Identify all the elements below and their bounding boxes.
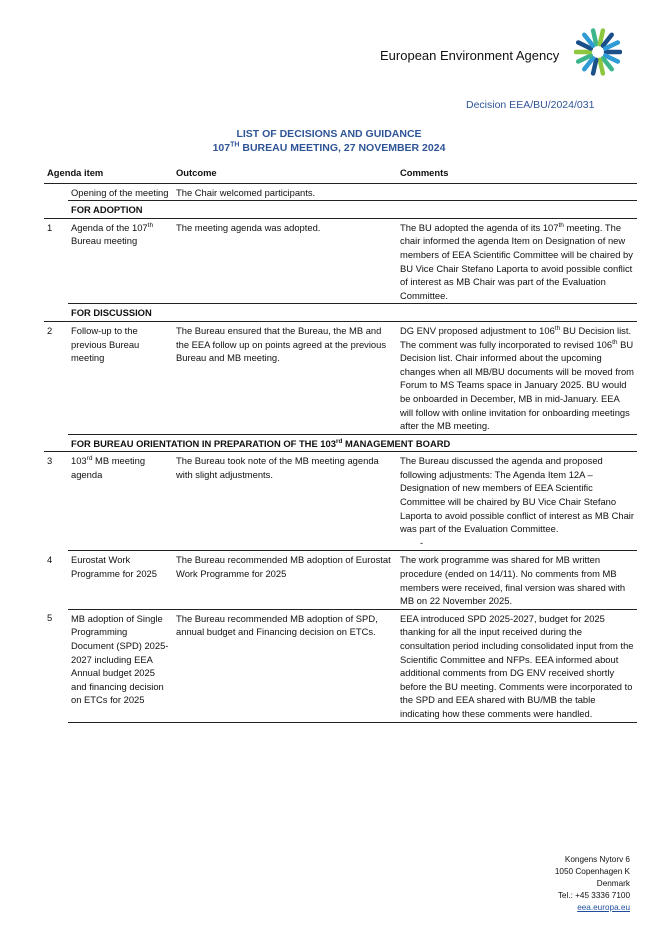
logo-center (593, 47, 603, 57)
outcome: The meeting agenda was adopted. (173, 218, 397, 304)
address-block (555, 854, 630, 914)
section-row-discussion (44, 304, 637, 322)
address-street: Kongens Nytorv 6 (564, 855, 630, 864)
outcome: The Bureau recommended MB adoption of SPD, annual budget and Financing decision on ETCs. (173, 609, 397, 722)
section-row-adoption (44, 201, 637, 219)
table-row-4 (44, 551, 637, 609)
row-number: 3 (44, 452, 68, 551)
outcome: The Bureau took note of the MB meeting agenda with slight adjustments. (173, 452, 397, 551)
row-number: 2 (44, 321, 68, 434)
title-line-1: LIST OF DECISIONS AND GUIDANCE (236, 128, 422, 140)
table-row-1 (44, 218, 637, 304)
logo-ray (593, 60, 596, 74)
table-row-2 (44, 321, 637, 434)
agency-name: European Environment Agency (380, 48, 560, 63)
comments: The Bureau discussed the agenda and proposed following adjustments: The Agenda Item 12A – Designation of new members of EEA Scientific Committee will be chaired by BU Vice Chair Stefano Laporta to avoid possible conflict of interest as MB Chair was part of the Evaluation Committee. - (397, 452, 637, 551)
table-row-5 (44, 609, 637, 722)
list-dash: - (420, 536, 424, 548)
table-header-row (44, 163, 637, 183)
comments (397, 183, 637, 201)
outcome: The Bureau recommended MB adoption of Eurostat Work Programme for 2025 (173, 551, 397, 609)
decisions-table (44, 163, 637, 723)
logo-ray (593, 31, 596, 45)
comments: DG ENV proposed adjustment to 106th BU Decision list. The comment was fully incorporated to revised 106th BU Decision list. Chair informed about the upcoming changes when all MB/BU documents will be moved from Forum to MS Teams space in January 2025. BU would be onboarded in December, MB in mid-January. EEA will follow with online invitation for onboarding meetings after the MB meeting. (397, 321, 637, 434)
address-city: 1050 Copenhagen K (554, 867, 630, 876)
document-title (0, 127, 658, 155)
agenda-item: MB adoption of Single Programming Document (SPD) 2025-2027 including EEA Annual budget 2025 and financing decision on ETCs for 2025 (68, 609, 173, 722)
agenda-item: Opening of the meeting (71, 186, 169, 198)
comments: EEA introduced SPD 2025-2027, budget for 2025 thanking for all the input received during the consultation period including consolidated input from the Scientific Committee and NFPs. EEA informed about additional comments from DG ENV received shortly before the BU meeting. Comments were incorporated to the SPD and EEA shared with BU/MB the table indicating how these comments were handled. (397, 609, 637, 722)
table-row-3 (44, 452, 637, 551)
header-outcome: Outcome (173, 163, 397, 183)
logo-ray (600, 60, 603, 74)
row-number: 4 (47, 553, 53, 565)
agenda-item: Agenda of the 107th Bureau meeting (68, 218, 173, 304)
section-heading: FOR ADOPTION (68, 201, 637, 219)
row-number: 1 (44, 218, 68, 304)
outcome: The Chair welcomed participants. (176, 186, 316, 198)
title-line-2 (0, 141, 658, 155)
comments: The BU adopted the agenda of its 107th meeting. The chair informed the agenda Item on Designation of new members of EEA Scientific Committee will be chaired by BU Vice Chair Stefano Laporta to avoid possible conflict of interest as MB Chair was part of the Evaluation Committee. (397, 218, 637, 304)
header-comments: Comments (397, 163, 637, 183)
address-phone: Tel.: +45 3336 7100 (557, 891, 630, 900)
comments: The work programme was shared for MB written procedure (ended on 14/11). No comments from MB members were received, final version was shared with MB on 22 November 2025. (397, 551, 637, 609)
website-link[interactable]: eea.europa.eu (577, 903, 630, 912)
outcome: The Bureau ensured that the Bureau, the MB and the EEA follow up on points agreed at the previous Bureau and MB meeting. (173, 321, 397, 434)
address-country: Denmark (596, 879, 630, 888)
eea-sun-logo-icon (574, 28, 622, 76)
table-row-opening (44, 183, 637, 201)
title-ordinal-suffix: TH (230, 141, 240, 149)
agenda-item: Eurostat Work Programme for 2025 (68, 551, 173, 609)
decision-reference: Decision EEA/BU/2024/031 (466, 99, 595, 111)
section-heading: FOR BUREAU ORIENTATION IN PREPARATION OF THE 103rd MANAGEMENT BOARD (68, 434, 637, 452)
title-meeting-date: BUREAU MEETING, 27 NOVEMBER 2024 (239, 142, 446, 154)
section-row-orientation (44, 434, 637, 452)
agenda-item: Follow-up to the previous Bureau meeting (68, 321, 173, 434)
title-meeting-number: 107 (212, 142, 231, 154)
logo-ray (600, 31, 603, 45)
row-number: 5 (47, 612, 53, 624)
section-heading: FOR DISCUSSION (68, 304, 637, 322)
agenda-item: 103rd MB meeting agenda (68, 452, 173, 551)
header-agenda-item: Agenda item (44, 163, 173, 183)
